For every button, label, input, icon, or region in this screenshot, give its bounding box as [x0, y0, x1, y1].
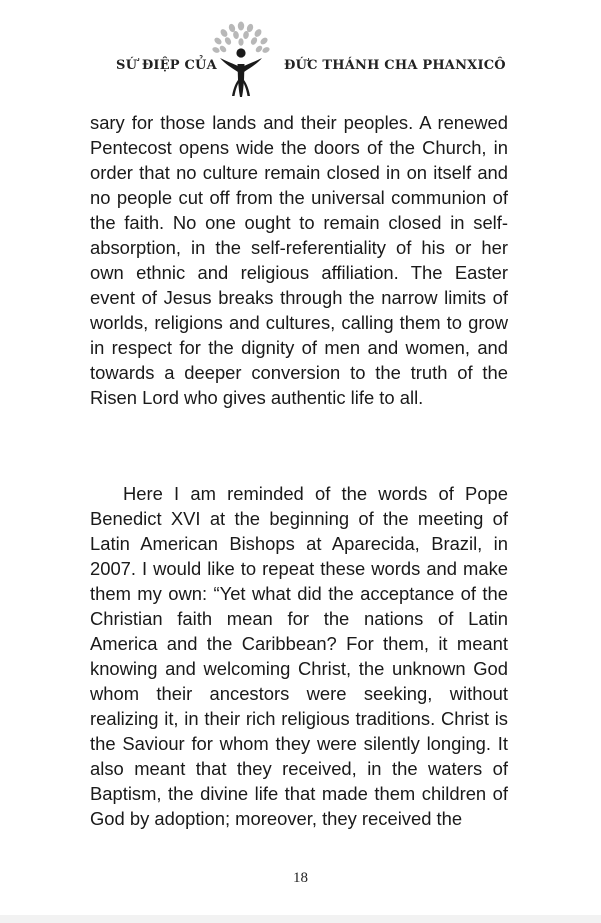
page-number: 18: [293, 870, 308, 886]
page-bottom-edge: [0, 915, 601, 923]
header-title-right: ĐỨC THÁNH CHA PHANXICÔ: [284, 58, 506, 73]
body-paragraph-2: Here I am reminded of the words of Pope Benedict XVI at the beginning of the meeting of Latin American Bishops at Aparecida, Brazil, in 2007. I would like to repeat these words and make them my own: “Yet what did the acceptance of the Christian faith mean for the nations of Latin America and the Caribbean? For them, it meant knowing and welcoming Christ, the unknown God whom their ancestors were seeking, without realizing it, in their rich religious traditions. Christ is the Saviour for whom they were silently longing. It also meant that they received, in the waters of Baptism, the divine life that made them children of God by adoption; moreover, they received the: [90, 483, 508, 829]
header-title-left: SỨ ĐIỆP CỦA: [116, 58, 217, 73]
body-paragraph-1: sary for those lands and their peoples. A renewed Pentecost opens wide the doors of the Church, in order that no culture remain closed in on itself and no people cut off from the universal communion of the faith. No one ought to remain closed in self-absorption, in the self-referentiality of his or her own ethnic and religious affiliation. The Easter event of Jesus breaks through the narrow limits of worlds, religions and cultures, calling them to grow in respect for the dignity of men and women, and towards a deeper conversion to the truth of the Risen Lord who gives authentic life to all.: [90, 112, 508, 408]
page-header: [0, 0, 601, 100]
tree-person-logo-icon: [208, 20, 274, 98]
